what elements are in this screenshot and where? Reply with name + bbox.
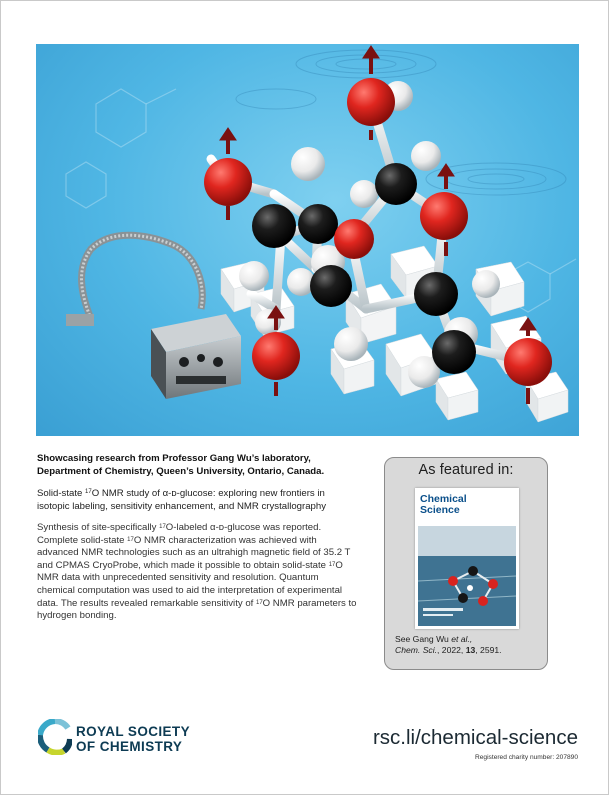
featured-in-box bbox=[384, 457, 548, 670]
glucose-molecule-illustration bbox=[36, 44, 579, 436]
charity-number: Registered charity number: 207890 bbox=[475, 754, 578, 761]
rsc-logo-text: ROYAL SOCIETY OF CHEMISTRY bbox=[76, 724, 190, 754]
journal-cover-thumbnail[interactable] bbox=[415, 488, 519, 629]
cover-journal-title: Chemical Science bbox=[420, 493, 467, 516]
article-subtitle: Solid-state $^{17}$O NMR study of α-ᴅ-glucose: exploring new frontiers in isotopic labeling, sensitivity enhancement, and NMR crystallography bbox=[37, 488, 327, 512]
description-column bbox=[37, 452, 359, 623]
featured-title: As featured in: bbox=[418, 462, 514, 478]
hero-illustration bbox=[36, 44, 579, 436]
cover-image bbox=[418, 526, 516, 626]
lead-text: Showcasing research from Professor Gang Wu’s laboratory, Department of Chemistry, Queen’s University, Ontario, Canada. bbox=[37, 453, 325, 477]
cryoprobe-device bbox=[66, 235, 241, 399]
journal-url[interactable]: rsc.li/chemical-science bbox=[372, 726, 578, 749]
citation: See Gang Wu et al., Chem. Sci., 2022, 13, 2591. bbox=[395, 634, 502, 655]
rsc-logo-icon bbox=[38, 719, 72, 755]
abstract-text: Synthesis of site-specifically $^{17}$O-labeled α-ᴅ-glucose was reported. Complete solid-state $^{17}$O NMR characterization was achieved with advanced NMR technologies such as an ultrahigh magnetic field of 35.2 T and CPMAS CryoProbe, which made it possible to obtain solid-state $^{17}$O NMR data with unprecedented sensitivity and resolution. Quantum chemical computation was used to aid the interpretation of experimental data. The results revealed remarkable sensitivity of $^{17}$O NMR parameters to hydrogen bonding. bbox=[37, 522, 357, 622]
